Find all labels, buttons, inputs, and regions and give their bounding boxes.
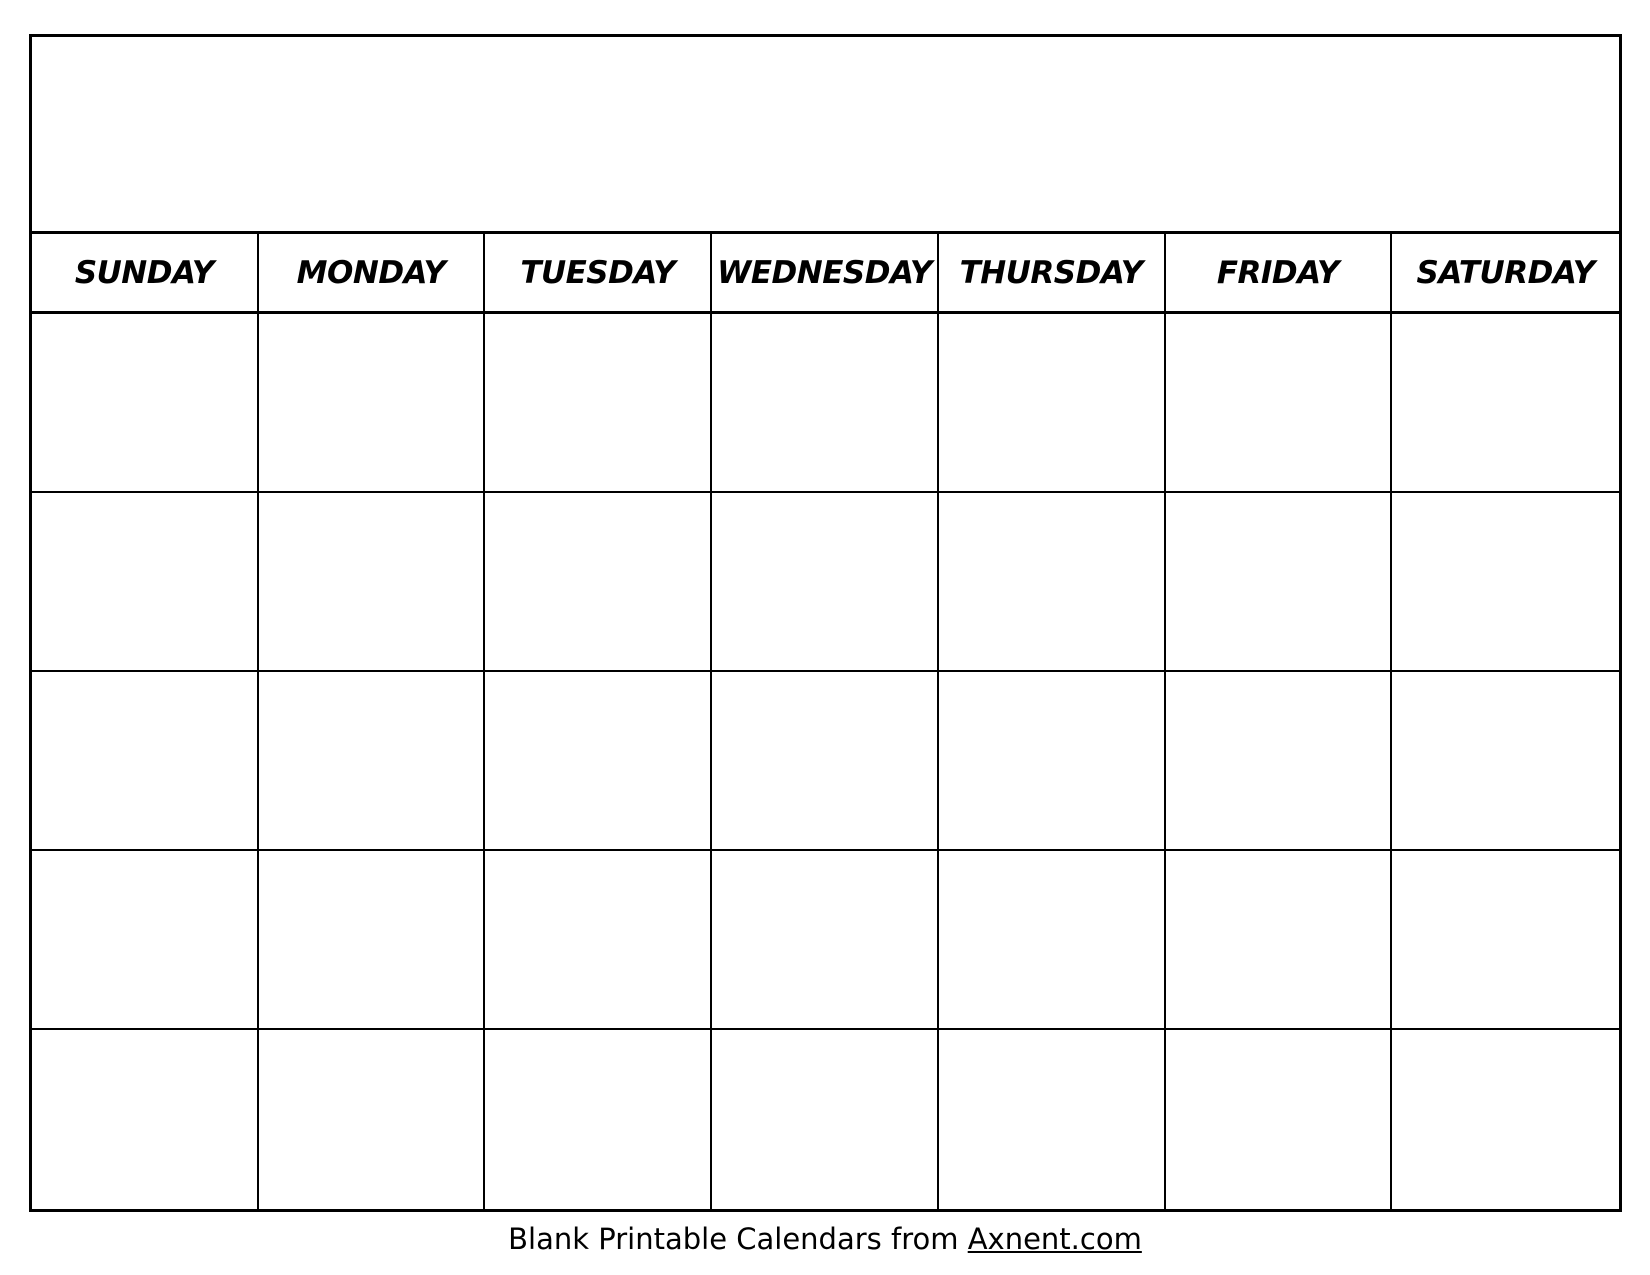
footer-credit <box>0 1222 1650 1256</box>
day-cell <box>1392 314 1619 493</box>
day-cell <box>712 672 939 851</box>
day-cell <box>939 851 1166 1030</box>
day-cell <box>1166 314 1393 493</box>
weekday-header-friday: FRIDAY <box>1166 234 1393 311</box>
month-title-area <box>32 37 1619 234</box>
day-cell <box>32 1030 259 1209</box>
day-cell <box>259 493 486 672</box>
day-cell <box>1166 493 1393 672</box>
day-cell <box>485 1030 712 1209</box>
day-cell <box>485 672 712 851</box>
weekday-header-saturday: SATURDAY <box>1416 254 1595 291</box>
day-cell <box>1166 851 1393 1030</box>
day-cell <box>939 1030 1166 1209</box>
footer-link[interactable]: Axnent.com <box>967 1222 1142 1256</box>
day-cell <box>939 672 1166 851</box>
day-cell <box>259 672 486 851</box>
day-cell <box>485 314 712 493</box>
weekday-header-sunday: SUNDAY <box>32 234 259 311</box>
day-cell <box>712 493 939 672</box>
day-cell <box>1166 672 1393 851</box>
day-cell <box>1392 672 1619 851</box>
day-cell <box>259 314 486 493</box>
weekday-header-tuesday: TUESDAY <box>485 234 712 311</box>
day-cell <box>939 493 1166 672</box>
weekday-header-thursday: THURSDAY <box>939 234 1166 311</box>
day-cell <box>712 851 939 1030</box>
weekday-header-monday: MONDAY <box>259 234 486 311</box>
day-cell <box>32 851 259 1030</box>
day-cell <box>939 314 1166 493</box>
day-cell <box>32 672 259 851</box>
day-cell <box>259 1030 486 1209</box>
weekday-header-wednesday: WEDNESDAY <box>712 234 939 311</box>
day-cells-grid <box>32 314 1619 1209</box>
day-cell <box>1392 1030 1619 1209</box>
day-cell <box>259 851 486 1030</box>
day-cell <box>1392 851 1619 1030</box>
day-cell <box>712 1030 939 1209</box>
day-cell <box>1166 1030 1393 1209</box>
day-cell <box>485 851 712 1030</box>
footer-text: Blank Printable Calendars from <box>508 1222 968 1256</box>
calendar-grid <box>29 34 1622 1212</box>
day-cell <box>32 493 259 672</box>
day-cell <box>485 493 712 672</box>
day-cell <box>1392 493 1619 672</box>
weekday-header-row <box>32 234 1619 314</box>
day-cell <box>712 314 939 493</box>
day-cell <box>32 314 259 493</box>
